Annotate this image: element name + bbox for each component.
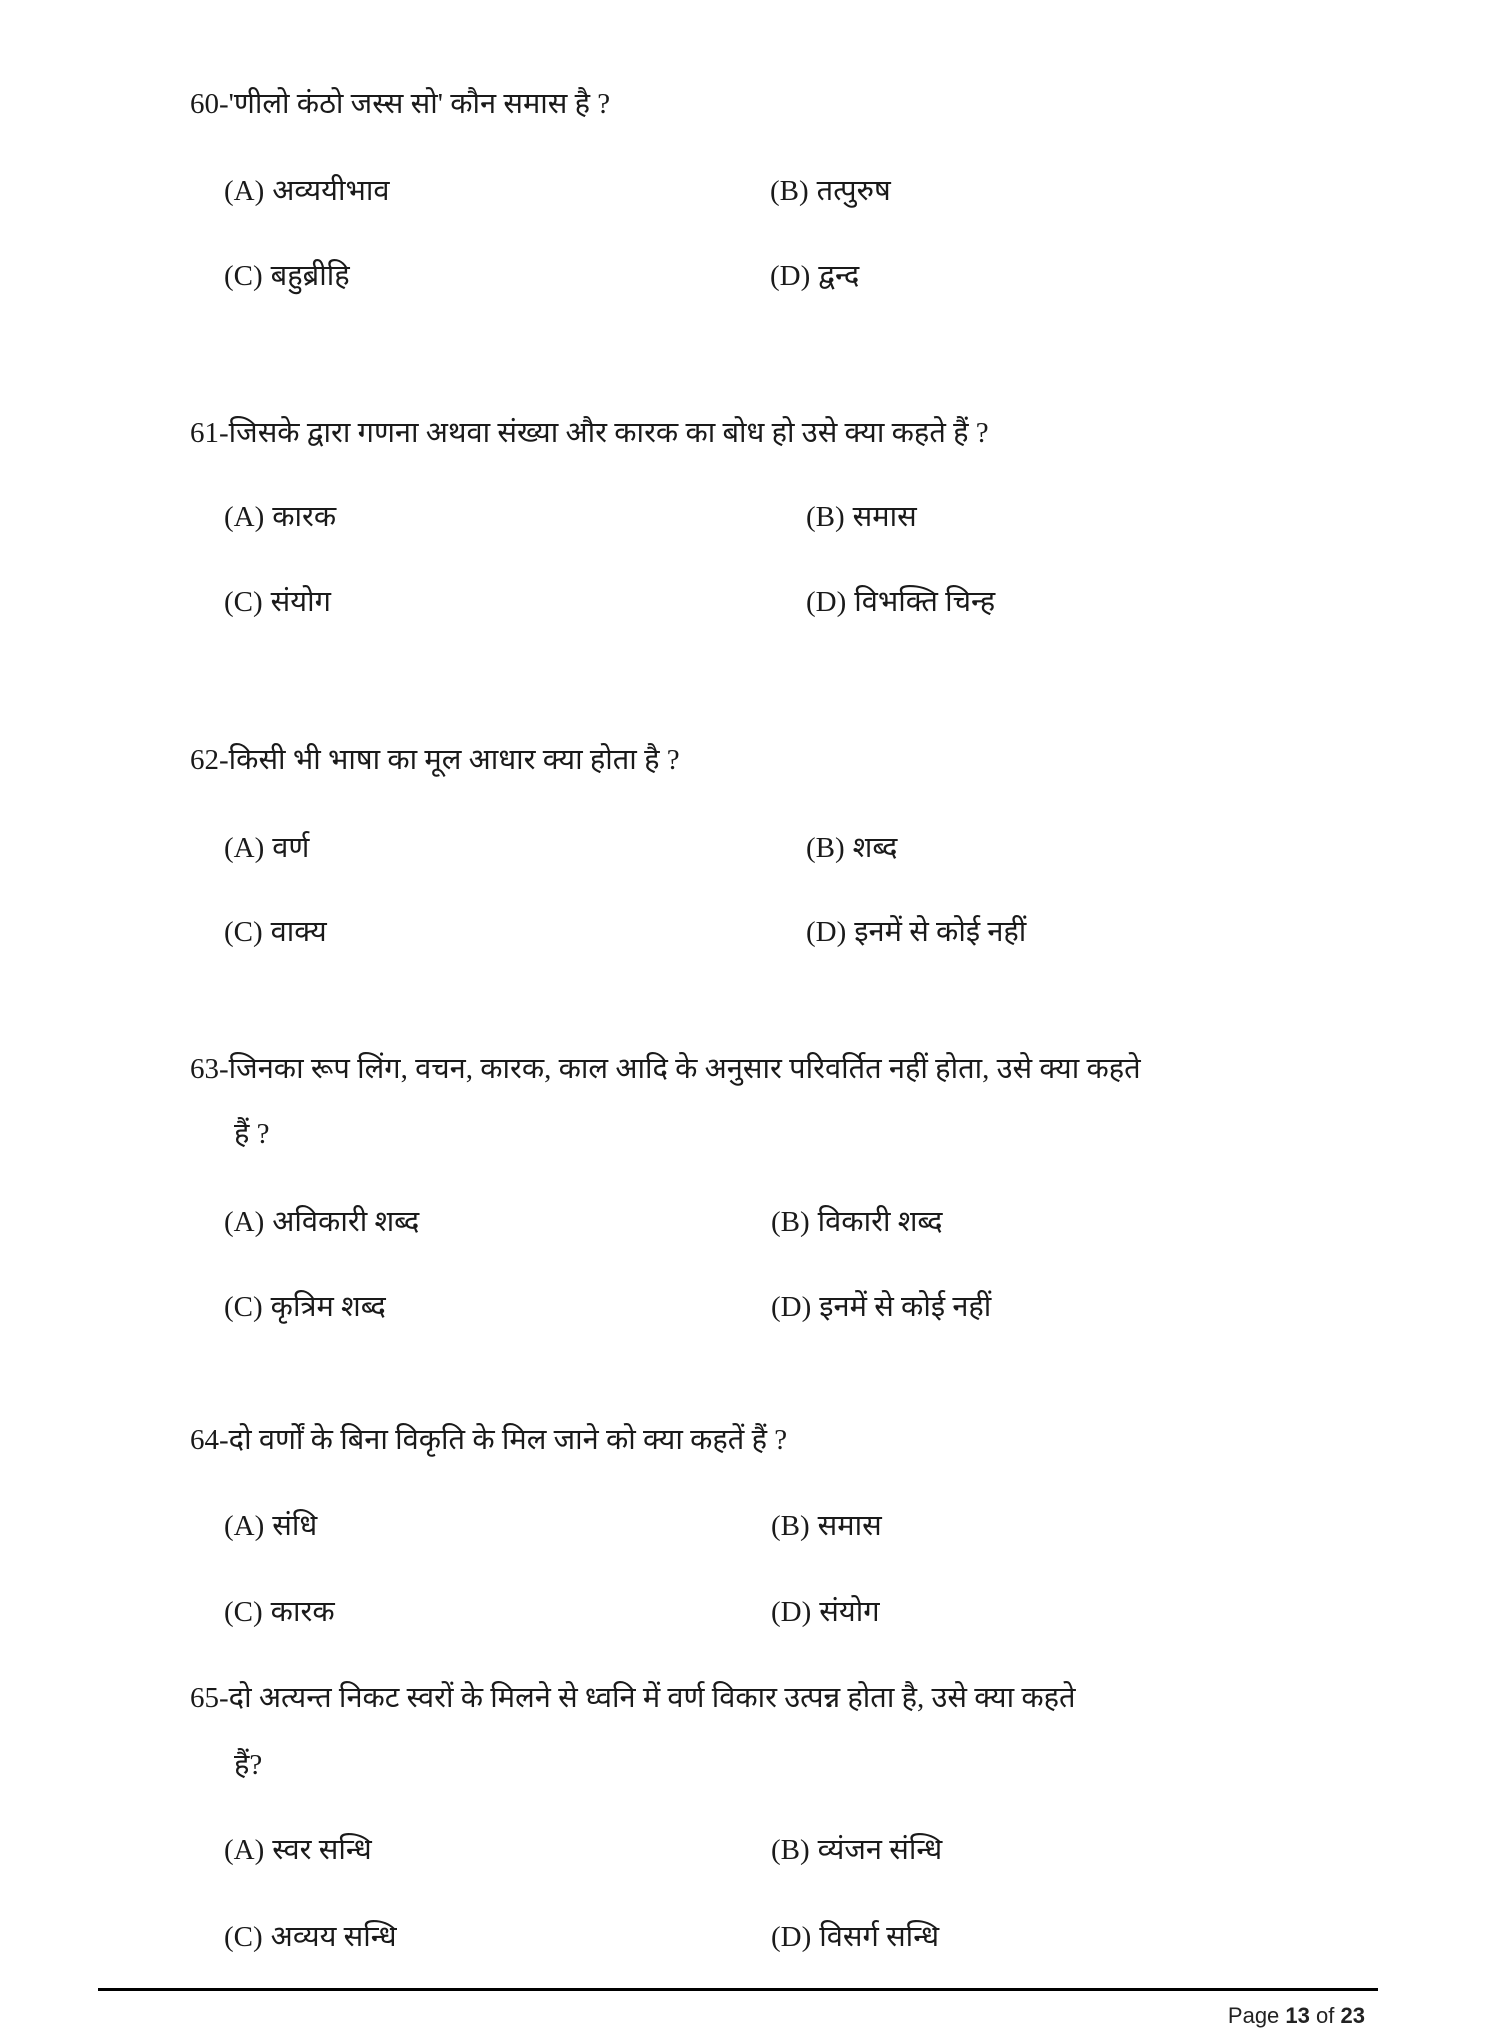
- option-text: अव्ययीभाव: [272, 175, 390, 207]
- option-label: (C): [224, 1921, 263, 1953]
- option-text: समास: [817, 1510, 882, 1542]
- option-a: [224, 499, 336, 535]
- question-stem: किसी भी भाषा का मूल आधार क्या होता है ?: [228, 744, 680, 776]
- option-a: [224, 1204, 419, 1240]
- option-text: द्वन्द: [818, 260, 860, 292]
- option-label: (B): [806, 501, 845, 533]
- option-c: [224, 584, 331, 620]
- option-b: [771, 1508, 882, 1544]
- question-stem-line-1: दो अत्यन्त निकट स्वरों के मिलने से ध्वनि में वर्ण विकार उत्पन्न होता है, उसे क्या कहते: [228, 1682, 1076, 1714]
- option-a: [224, 173, 390, 209]
- option-text: वर्ण: [272, 832, 310, 864]
- footer-divider: [98, 1988, 1378, 1991]
- option-label: (A): [224, 1510, 265, 1542]
- option-label: (D): [806, 586, 847, 618]
- option-c: [224, 1289, 386, 1325]
- option-text: अविकारी शब्द: [272, 1206, 420, 1238]
- option-label: (B): [806, 832, 845, 864]
- question-text-continued: [234, 1116, 270, 1152]
- question-stem-line-2: हैं?: [234, 1749, 263, 1781]
- option-c: [224, 914, 327, 950]
- option-b: [770, 173, 891, 209]
- option-a: [224, 1508, 317, 1544]
- option-label: (D): [806, 916, 847, 948]
- option-text: कारक: [270, 1596, 335, 1628]
- of-word: of: [1316, 2003, 1335, 2028]
- option-label: (D): [770, 260, 811, 292]
- option-label: (A): [224, 832, 265, 864]
- option-label: (C): [224, 260, 263, 292]
- option-a: [224, 830, 309, 866]
- option-d: [771, 1919, 939, 1955]
- question-stem: दो वर्णों के बिना विकृति के मिल जाने को क्या कहतें हैं ?: [228, 1424, 788, 1456]
- option-text: बहुब्रीहि: [270, 260, 350, 292]
- option-label: (D): [771, 1291, 812, 1323]
- option-text: संधि: [272, 1510, 318, 1542]
- option-label: (A): [224, 501, 265, 533]
- option-text: विकारी शब्द: [817, 1206, 943, 1238]
- question-text: [190, 86, 610, 122]
- question-stem-line-2: हैं ?: [234, 1118, 270, 1150]
- page-number: [1228, 2002, 1365, 2030]
- option-text: व्यंजन संन्धि: [817, 1834, 943, 1866]
- question-number: 63-: [190, 1053, 229, 1085]
- option-label: (A): [224, 1206, 265, 1238]
- option-text: इनमें से कोई नहीं: [819, 1291, 992, 1323]
- question-number: 65-: [190, 1682, 229, 1714]
- option-text: संयोग: [819, 1596, 880, 1628]
- option-text: शब्द: [852, 832, 898, 864]
- option-text: अव्यय सन्धि: [270, 1921, 397, 1953]
- option-text: संयोग: [270, 586, 331, 618]
- option-label: (D): [771, 1921, 812, 1953]
- option-text: कारक: [272, 501, 337, 533]
- option-b: [806, 499, 917, 535]
- option-text: तत्पुरुष: [816, 175, 891, 207]
- option-text: कृत्रिम शब्द: [270, 1291, 386, 1323]
- question-text: [190, 1051, 1141, 1087]
- question-number: 64-: [190, 1424, 229, 1456]
- option-label: (B): [771, 1834, 810, 1866]
- option-label: (B): [771, 1206, 810, 1238]
- option-text: विभक्ति चिन्ह: [854, 586, 996, 618]
- option-d: [806, 914, 1026, 950]
- option-label: (A): [224, 1834, 265, 1866]
- option-text: इनमें से कोई नहीं: [854, 916, 1027, 948]
- question-stem-line-1: जिनका रूप लिंग, वचन, कारक, काल आदि के अनुसार परिवर्तित नहीं होता, उसे क्या कहते: [228, 1053, 1141, 1085]
- option-b: [771, 1204, 943, 1240]
- option-label: (D): [771, 1596, 812, 1628]
- total-pages: 23: [1340, 2003, 1365, 2028]
- option-c: [224, 258, 350, 294]
- option-label: (A): [224, 175, 265, 207]
- option-text: विसर्ग सन्धि: [819, 1921, 940, 1953]
- question-text: [190, 1680, 1076, 1716]
- option-d: [771, 1289, 991, 1325]
- question-number: 60-: [190, 88, 229, 120]
- option-label: (C): [224, 586, 263, 618]
- option-d: [770, 258, 859, 294]
- option-d: [806, 584, 995, 620]
- option-b: [806, 830, 897, 866]
- option-label: (B): [770, 175, 809, 207]
- option-label: (C): [224, 916, 263, 948]
- option-c: [224, 1594, 335, 1630]
- option-b: [771, 1832, 942, 1868]
- option-text: वाक्य: [270, 916, 327, 948]
- option-a: [224, 1832, 372, 1868]
- question-text: [190, 742, 680, 778]
- question-number: 61-: [190, 417, 229, 449]
- question-number: 62-: [190, 744, 229, 776]
- option-c: [224, 1919, 397, 1955]
- option-text: स्वर सन्धि: [272, 1834, 372, 1866]
- option-label: (C): [224, 1596, 263, 1628]
- page-word: Page: [1227, 2003, 1280, 2028]
- question-stem: 'णीलो कंठो जस्स सो' कौन समास है ?: [228, 88, 611, 120]
- option-label: (B): [771, 1510, 810, 1542]
- option-d: [771, 1594, 880, 1630]
- question-text-continued: [234, 1747, 262, 1783]
- option-label: (C): [224, 1291, 263, 1323]
- question-text: [190, 415, 989, 451]
- question-text: [190, 1422, 787, 1458]
- current-page: 13: [1285, 2003, 1310, 2028]
- question-stem: जिसके द्वारा गणना अथवा संख्या और कारक का बोध हो उसे क्या कहते हैं ?: [228, 417, 989, 449]
- option-text: समास: [852, 501, 917, 533]
